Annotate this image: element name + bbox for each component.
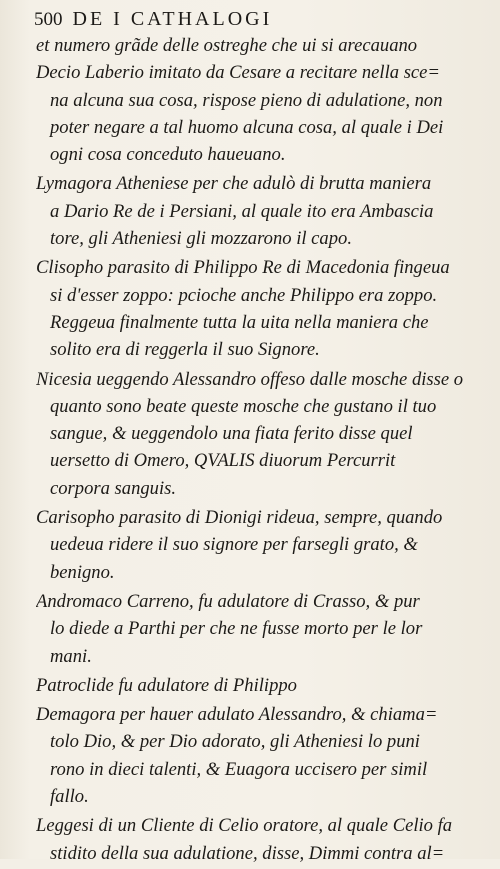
catalogue-entry xyxy=(36,701,486,810)
text-line: Lymagora Atheniese per che adulò di brutta maniera xyxy=(36,173,432,195)
text-line: Clisopho parasito di Philippo Re di Macedonia fingeua xyxy=(36,257,450,279)
text-line: tolo Dio, & per Dio adorato, gli Atheniesi lo puni xyxy=(50,731,420,753)
opening-fragment xyxy=(36,32,486,59)
text-line: uersetto di Omero, QVALIS diuorum Percurrit xyxy=(50,450,396,472)
page-number: 500 xyxy=(34,9,63,30)
text-line: stidito della sua adulatione, disse, Dimmi contra al= xyxy=(50,842,445,864)
catalogue-entry xyxy=(36,59,486,168)
text-line: na alcuna sua cosa, rispose pieno di adulatione, non xyxy=(50,89,443,111)
catalogue-entry xyxy=(36,588,486,670)
text-line: a Dario Re de i Persiani, al quale ito era Ambascia xyxy=(50,200,434,222)
text-line: Demagora per hauer adulato Alessandro, & chiama= xyxy=(36,704,438,726)
text-line: Decio Laberio imitato da Cesare a recitare nella sce= xyxy=(36,62,440,84)
text-line: sangue, & ueggendolo una fiata ferito disse quel xyxy=(50,423,413,445)
catalogue-entry xyxy=(36,366,486,502)
text-line: mani. xyxy=(50,645,92,667)
text-line: si d'esser zoppo: pcioche anche Philippo era zoppo. xyxy=(50,284,438,306)
catalogue-entry xyxy=(36,672,486,699)
text-line: rono in dieci talenti, & Euagora uccisero per simil xyxy=(50,758,428,780)
text-line: fallo. xyxy=(50,786,89,808)
text-line: Nicesia ueggendo Alessandro offeso dalle mosche disse o xyxy=(36,368,464,390)
catalogue-entry xyxy=(36,254,486,363)
text-line: ogni cosa conceduto haueuano. xyxy=(50,144,286,166)
page-header xyxy=(34,8,480,34)
running-title: DE I CATHALOGI xyxy=(72,8,273,30)
text-line: Andromaco Carreno, fu adulatore di Crasso, & pur xyxy=(36,590,420,612)
text-line: poter negare a tal huomo alcuna cosa, al quale i Dei xyxy=(50,116,444,138)
catalogue-entry xyxy=(36,170,486,252)
text-line: uedeua ridere il suo signore per farsegli grato, & xyxy=(50,534,418,556)
text-line: lo diede a Parthi per che ne fusse morto per le lor xyxy=(50,618,423,640)
text-line: solito era di reggerla il suo Signore. xyxy=(50,339,320,361)
text-line: tore, gli Atheniesi gli mozzarono il capo. xyxy=(50,228,352,250)
text-line: corpora sanguis. xyxy=(50,477,177,499)
text-line: benigno. xyxy=(50,561,115,583)
text-line: Carisopho parasito di Dionigi rideua, sempre, quando xyxy=(36,507,443,529)
text-line: et numero grãde delle ostreghe che ui si arecauano xyxy=(36,35,418,56)
text-line: Patroclide fu adulatore di Philippo xyxy=(36,674,297,696)
catalogue-entry xyxy=(36,504,486,586)
body-text xyxy=(36,32,486,869)
text-line: Reggeua finalmente tutta la uita nella maniera che xyxy=(50,311,429,333)
text-line: quanto sono beate queste mosche che gustano il tuo xyxy=(50,395,437,417)
text-line: Leggesi di un Cliente di Celio oratore, al quale Celio fa xyxy=(36,815,453,837)
